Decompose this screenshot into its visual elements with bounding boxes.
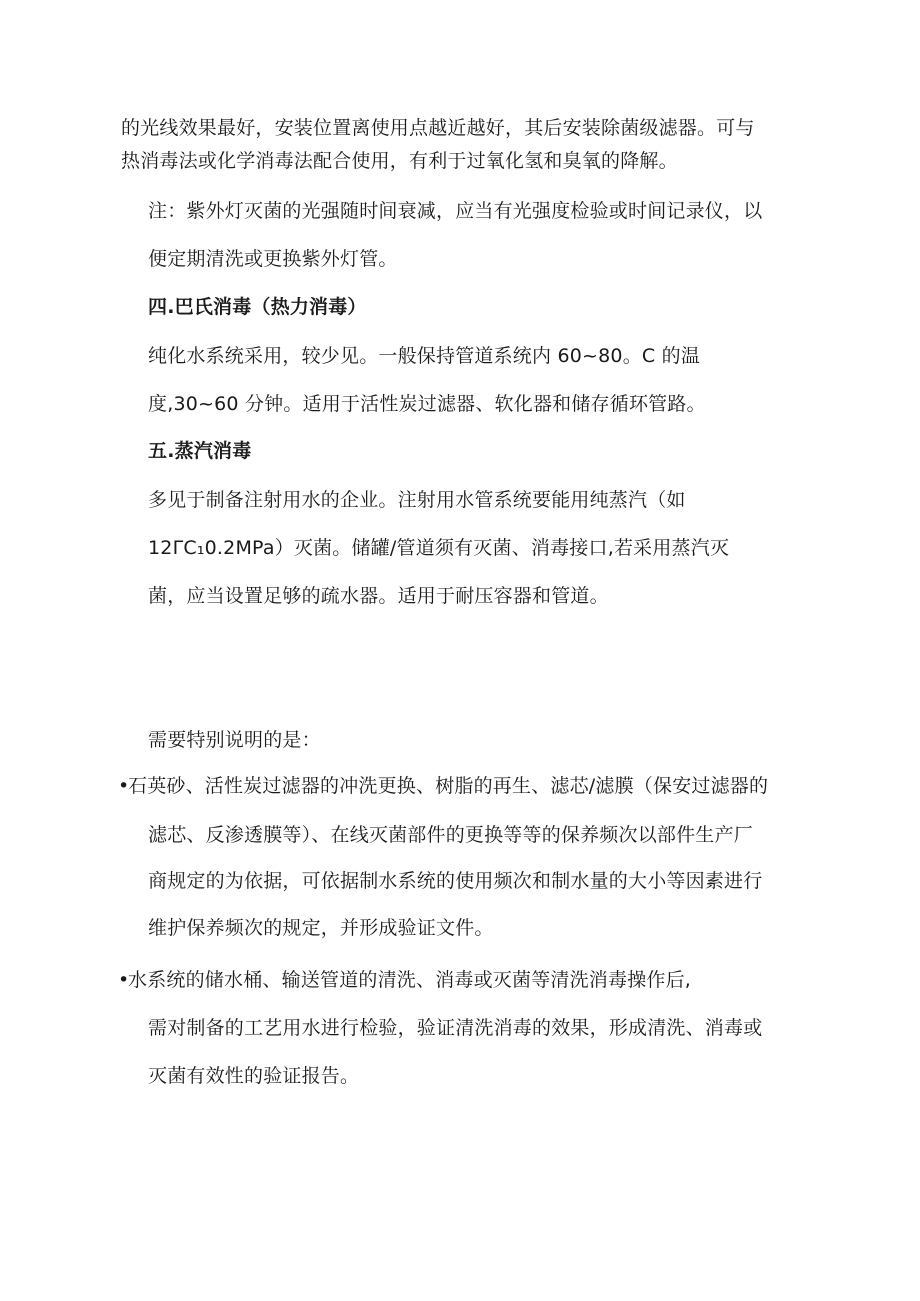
section-heading: 五.蒸汽消毒: [148, 440, 252, 462]
note-line: 注：紫外灯灭菌的光强随时间衰减，应当有光强度检验或时间记录仪，以: [148, 200, 763, 222]
list-item-line: 需对制备的工艺用水进行检验，验证清洗消毒的效果，形成清洗、消毒或: [148, 1017, 763, 1039]
list-item-line: 石英砂、活性炭过滤器的冲洗更换、树脂的再生、滤芯/滤膜（保安过滤器的: [128, 775, 769, 797]
paragraph-line: 多见于制备注射用水的企业。注射用水管系统要能用纯蒸汽（如: [148, 489, 686, 511]
paragraph-line: 度,30~60 分钟。适用于活性炭过滤器、软化器和储存循环管路。: [148, 393, 706, 415]
list-item-line: 维护保养频次的规定，并形成验证文件。: [148, 917, 494, 939]
note-line: 便定期清洗或更换紫外灯管。: [148, 248, 398, 270]
bullet-icon: •: [118, 969, 130, 991]
list-item-line: 商规定的为依据，可依据制水系统的使用频次和制水量的大小等因素进行: [148, 870, 763, 892]
paragraph-line: 纯化水系统采用，较少见。一般保持管道系统内 60~80。C 的温: [148, 345, 701, 367]
paragraph-line: 的光线效果最好，安装位置离使用点越近越好，其后安装除菌级滤器。可与: [121, 117, 755, 139]
section-heading: 四.巴氏消毒（热力消毒）: [148, 296, 367, 318]
list-item-line: 水系统的储水桶、输送管道的清洗、消毒或灭菌等清洗消毒操作后,: [128, 969, 692, 991]
list-item-line: 灭菌有效性的验证报告。: [148, 1065, 360, 1087]
bullet-icon: •: [118, 775, 130, 797]
paragraph-line: 热消毒法或化学消毒法配合使用，有利于过氧化氢和臭氧的降解。: [121, 150, 678, 172]
notes-intro: 需要特别说明的是：: [148, 729, 321, 751]
list-item-line: 滤芯、反渗透膜等）、在线灭菌部件的更换等等的保养频次以部件生产厂: [148, 824, 753, 846]
paragraph-line: 12ΓC₁0.2MPa）灭菌。储罐/管道须有灭菌、消毒接口,若采用蒸汽灭: [148, 537, 730, 559]
paragraph-line: 菌，应当设置足够的疏水器。适用于耐压容器和管道。: [148, 585, 609, 607]
